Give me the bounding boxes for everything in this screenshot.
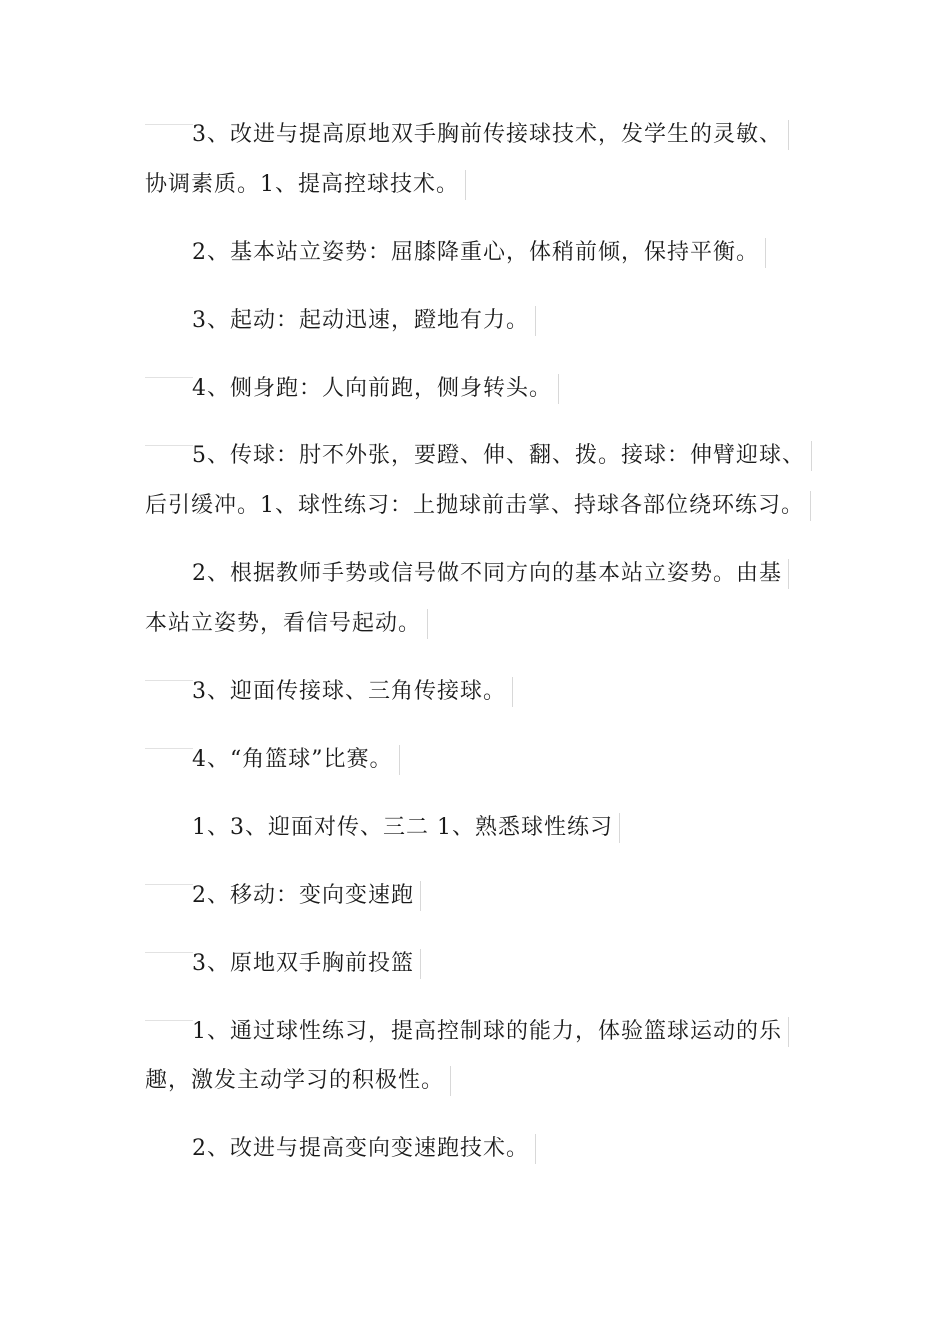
paragraph-line: 后引缓冲。1、球性练习：上抛球前击掌、持球各部位绕环练习。: [145, 491, 811, 521]
paragraph-line: 1、3、迎面对传、三二 1、熟悉球性练习: [192, 813, 620, 843]
line-rule: [145, 748, 193, 749]
line-rule: [145, 124, 193, 125]
line-rule: [145, 884, 193, 885]
paragraph-line: 3、迎面传接球、三角传接球。: [192, 677, 513, 707]
paragraph-line: 趣，激发主动学习的积极性。: [145, 1066, 451, 1096]
line-rule: [145, 377, 193, 378]
line-rule: [145, 1020, 193, 1021]
line-rule: [145, 952, 193, 953]
paragraph-line: 3、改进与提高原地双手胸前传接球技术，发学生的灵敏、: [192, 120, 789, 150]
paragraph-line: 2、根据教师手势或信号做不同方向的基本站立姿势。由基: [192, 559, 789, 589]
paragraph-line: 2、移动：变向变速跑: [192, 881, 421, 911]
line-rule: [145, 445, 193, 446]
paragraph-line: 2、改进与提高变向变速跑技术。: [192, 1134, 536, 1164]
paragraph-line: 2、基本站立姿势：屈膝降重心，体稍前倾，保持平衡。: [192, 238, 766, 268]
paragraph-line: 本站立姿势，看信号起动。: [145, 609, 428, 639]
line-rule: [145, 680, 193, 681]
paragraph-line: 4、侧身跑：人向前跑，侧身转头。: [192, 374, 559, 404]
paragraph-line: 3、原地双手胸前投篮: [192, 949, 421, 979]
paragraph-line: 4、“角篮球”比赛。: [192, 745, 400, 775]
paragraph-line: 1、通过球性练习，提高控制球的能力，体验篮球运动的乐: [192, 1017, 789, 1047]
paragraph-line: 协调素质。1、提高控球技术。: [145, 170, 466, 200]
paragraph-line: 3、起动：起动迅速，蹬地有力。: [192, 306, 536, 336]
paragraph-line: 5、传球：肘不外张，要蹬、伸、翻、拨。接球：伸臂迎球、: [192, 441, 812, 471]
